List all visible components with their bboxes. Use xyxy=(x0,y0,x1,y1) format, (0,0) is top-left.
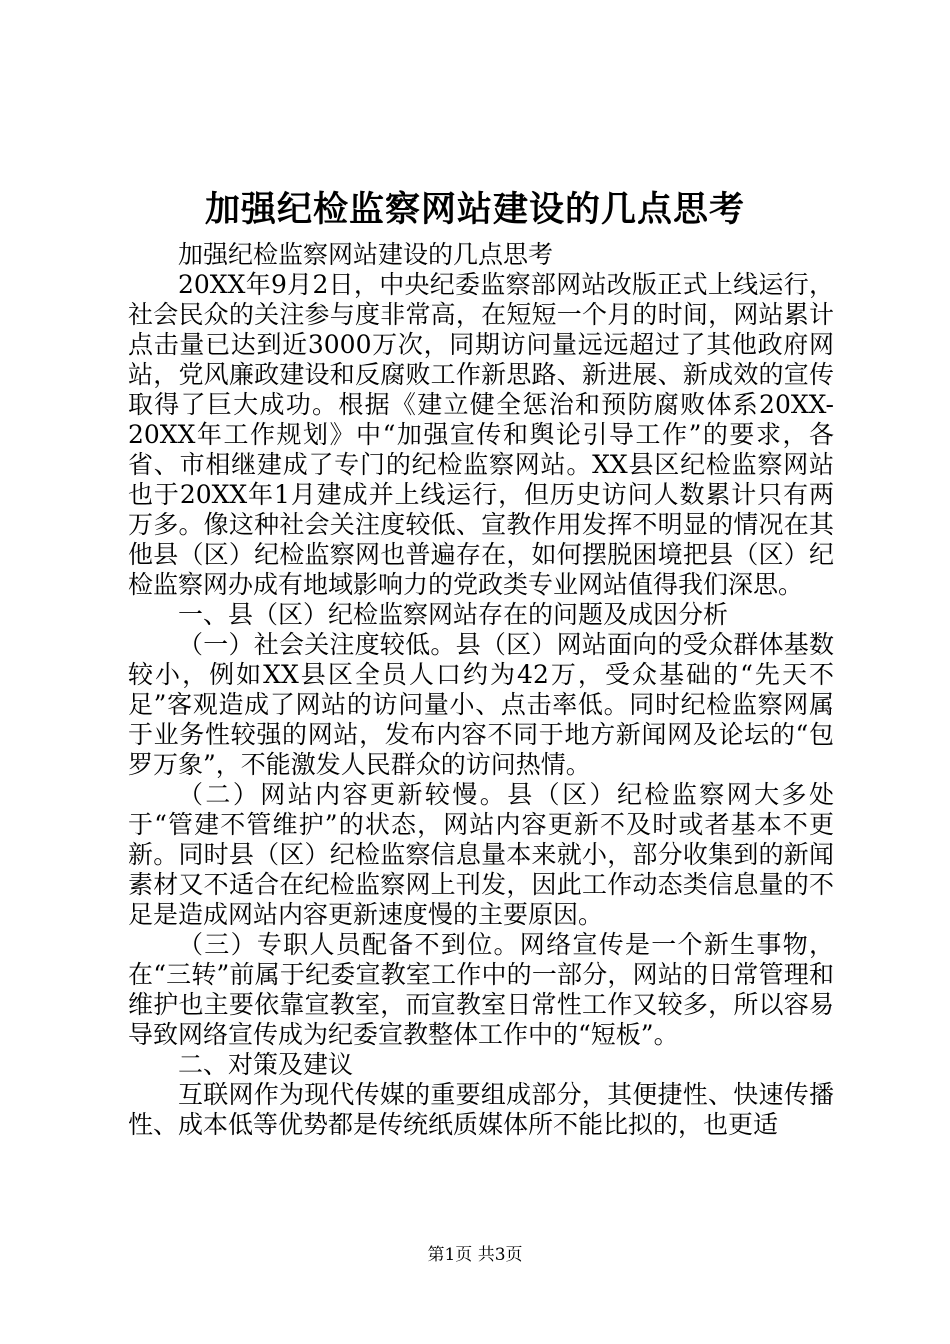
section-heading-measures: 二、对策及建议 xyxy=(178,1050,354,1079)
paragraph-problem-3: （三）专职人员配备不到位。网络宣传是一个新生事物，在“三转”前属于纪委宣教室工作中的一部分，网站的日常管理和维护也主要依靠宣教室，而宣教室日常性工作又较多，所以容易导致网络宣传成为纪委宣教整体工作中的“短板”。 xyxy=(128,930,834,1049)
document-body xyxy=(128,240,834,1140)
paragraph-problem-1: （一）社会关注度较低。县（区）网站面向的受众群体基数较小，例如XX县区全员人口约为42万，受众基础的“先天不足”客观造成了网站的访问量小、点击率低。同时纪检监察网属于业务性较强的网站，发布内容不同于地方新闻网及论坛的“包罗万象”，不能激发人民群众的访问热情。 xyxy=(128,630,834,779)
paragraph-measures: 互联网作为现代传媒的重要组成部分，其便捷性、快速传播性、成本低等优势都是传统纸质媒体所不能比拟的，也更适 xyxy=(128,1080,834,1139)
document-title: 加强纪检监察网站建设的几点思考 xyxy=(204,189,745,230)
section-heading-problems: 一、县（区）纪检监察网站存在的问题及成因分析 xyxy=(178,600,729,629)
paragraph-subtitle: 加强纪检监察网站建设的几点思考 xyxy=(178,240,554,269)
paragraph-intro: 20XX年9月2日，中央纪委监察部网站改版正式上线运行，社会民众的关注参与度非常高，在短短一个月的时间，网站累计点击量已达到近3000万次，同期访问量远远超过了其他政府网站，党风廉政建设和反腐败工作新思路、新进展、新成效的宣传取得了巨大成功。根据《建立健全惩治和预防腐败体系20XX-20XX年工作规划》中“加强宣传和舆论引导工作”的要求，各省、市相继建成了专门的纪检监察网站。XX县区纪检监察网站也于20XX年1月建成并上线运行，但历史访问人数累计只有两万多。像这种社会关注度较低、宣教作用发挥不明显的情况在其他县（区）纪检监察网也普遍存在，如何摆脱困境把县（区）纪检监察网办成有地域影响力的党政类专业网站值得我们深思。 xyxy=(128,270,834,599)
page-number-footer: 第1页 共3页 xyxy=(427,1245,523,1265)
paragraph-problem-2: （二）网站内容更新较慢。县（区）纪检监察网大多处于“管建不管维护”的状态，网站内容更新不及时或者基本不更新。同时县（区）纪检监察信息量本来就小，部分收集到的新闻素材又不适合在纪检监察网上刊发，因此工作动态类信息量的不足是造成网站内容更新速度慢的主要原因。 xyxy=(128,780,834,929)
